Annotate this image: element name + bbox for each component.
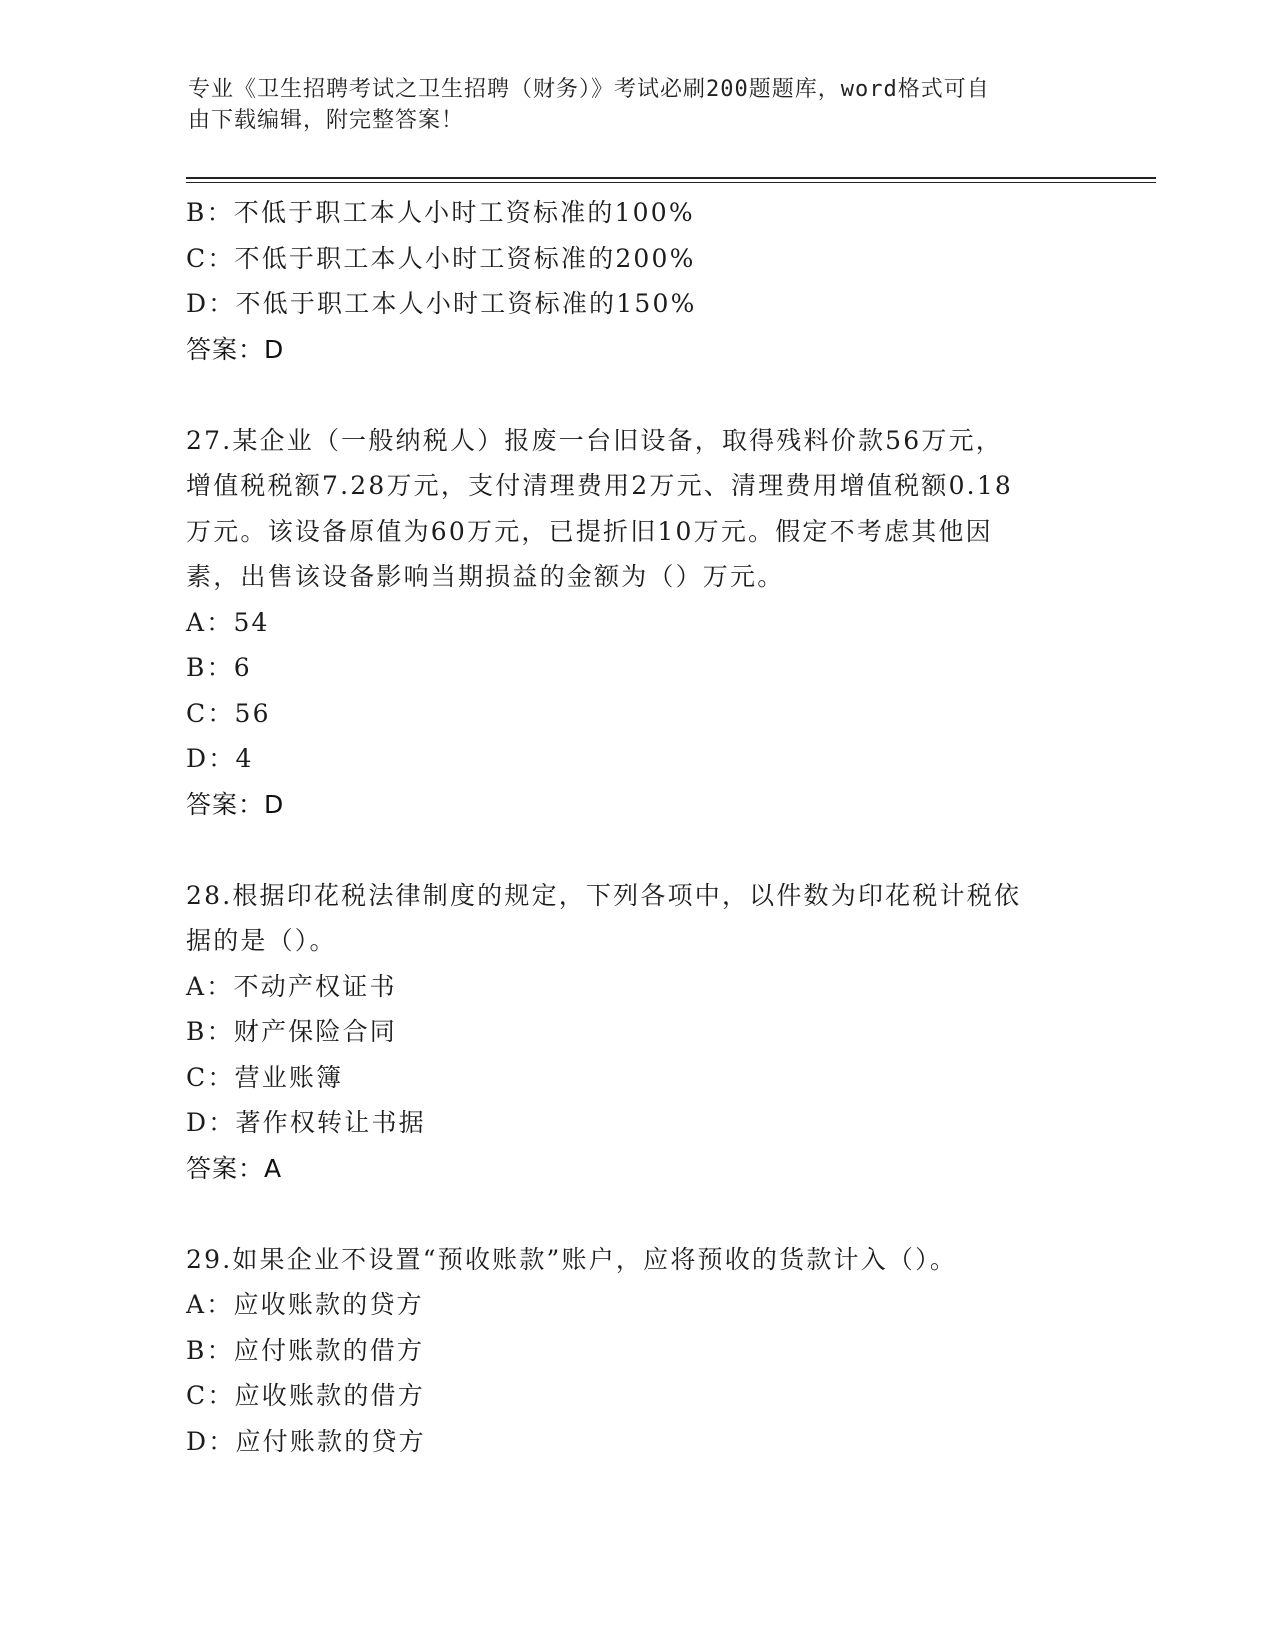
- option-d: D：著作权转让书据: [186, 1108, 426, 1137]
- option-a: A：应收账款的贷方: [186, 1290, 424, 1319]
- spacer: [186, 1191, 1086, 1237]
- header-line-2: 由下载编辑，附完整答案！: [188, 108, 465, 133]
- question-26: [186, 190, 1086, 372]
- spacer: [186, 827, 1086, 873]
- option-d: D：应付账款的贷方: [186, 1426, 426, 1456]
- question-stem-line: 增值税税额7.28万元，支付清理费用2万元、清理费用增值税额0.18: [186, 471, 1014, 500]
- header-line-1: 专业《卫生招聘考试之卫生招聘（财务）》考试必刷200题题库，word格式可自: [188, 77, 990, 102]
- question-27: [186, 418, 1086, 828]
- question-list: [186, 190, 1086, 1464]
- header-divider-thick: [186, 177, 1156, 179]
- header-divider-thin: [186, 182, 1156, 183]
- option-c: C：56: [186, 698, 271, 728]
- option-b: B：不低于职工本人小时工资标准的100%: [186, 198, 695, 227]
- option-d: D：不低于职工本人小时工资标准的150%: [186, 289, 697, 318]
- document-header: [188, 74, 1068, 136]
- option-b: B：财产保险合同: [186, 1017, 397, 1046]
- answer: 答案：D: [186, 334, 285, 364]
- option-b: B：应付账款的借方: [186, 1335, 425, 1365]
- question-stem-line: 据的是（）。: [186, 926, 337, 955]
- option-a: A：54: [186, 607, 270, 637]
- option-b: B：6: [186, 653, 252, 682]
- option-c: C：应收账款的借方: [186, 1381, 425, 1410]
- question-29: [186, 1237, 1086, 1465]
- answer: 答案：D: [186, 789, 285, 819]
- spacer: [186, 372, 1086, 418]
- question-stem-line: 28.根据印花税法律制度的规定，下列各项中，以件数为印花税计税依: [186, 880, 1022, 910]
- option-a: A：不动产权证书: [186, 971, 397, 1001]
- question-28: [186, 873, 1086, 1192]
- option-c: C：营业账簿: [186, 1062, 344, 1092]
- question-stem-line: 素，出售该设备影响当期损益的金额为（）万元。: [186, 562, 785, 591]
- question-stem-line: 万元。该设备原值为60万元，已提折旧10万元。假定不考虑其他因: [186, 516, 993, 546]
- question-stem-line: 29.如果企业不设置“预收账款”账户，应将预收的货款计入（）。: [186, 1244, 958, 1274]
- option-c: C：不低于职工本人小时工资标准的200%: [186, 243, 696, 273]
- option-d: D：4: [186, 744, 254, 773]
- answer: 答案：A: [186, 1153, 283, 1183]
- question-stem-line: 27.某企业（一般纳税人）报废一台旧设备，取得残料价款56万元，: [186, 425, 1003, 455]
